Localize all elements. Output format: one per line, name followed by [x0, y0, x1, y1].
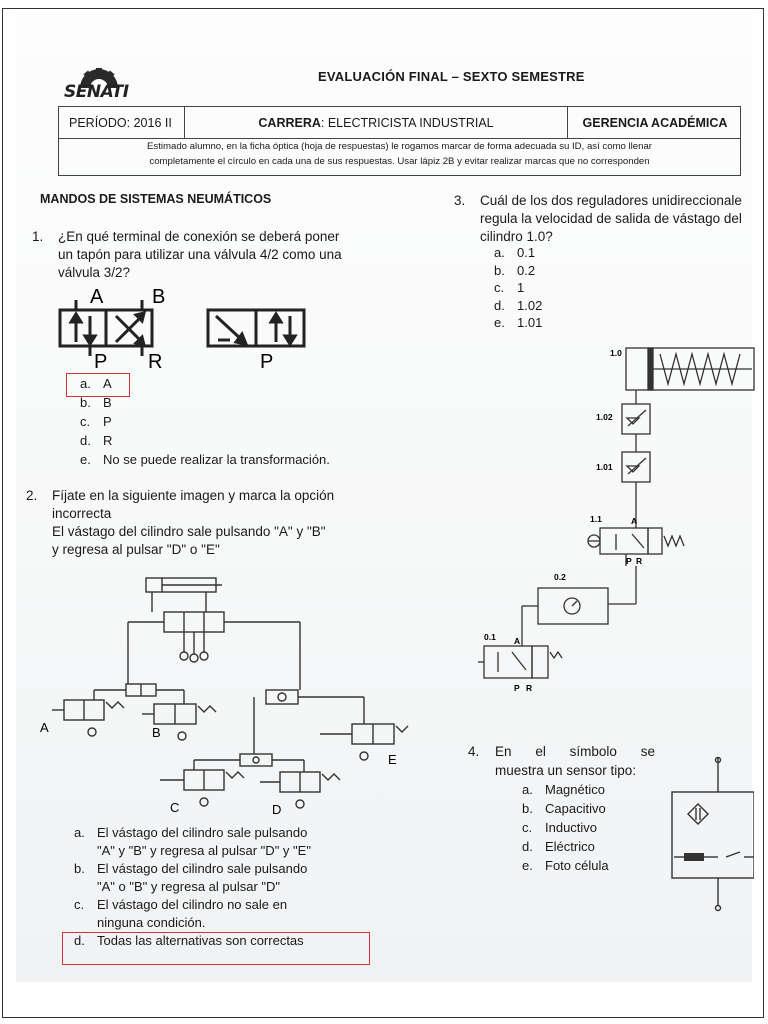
option-text: El vástago del cilindro sale pulsando [97, 825, 308, 840]
q3-option-c[interactable] [494, 279, 542, 297]
port-label-p: P [94, 351, 108, 372]
option-letter: d. [522, 839, 533, 854]
option-letter: d. [494, 297, 505, 313]
q2-line: El vástago del cilindro sale pulsando "A" y "B" [52, 524, 326, 539]
option-text: 0.2 [517, 262, 536, 278]
regulator-label: 1.01 [596, 462, 613, 472]
instructions-line: Estimado alumno, en la ficha óptica (hoja de respuestas) le rogamos marcar de forma adecuada su ID, así como llenar [147, 141, 652, 152]
port-label-p: P [626, 556, 632, 566]
q4-number: 4. [468, 744, 480, 759]
port-label-a: A [90, 286, 104, 308]
pneumatic-logic-circuit-diagram [34, 572, 414, 814]
q1-number: 1. [32, 229, 44, 244]
option-letter: e. [80, 452, 91, 467]
q1-line: válvula 3/2? [58, 265, 131, 280]
q4-option-e[interactable] [522, 856, 609, 875]
q4-word: En [495, 744, 512, 759]
option-text: R [103, 433, 113, 448]
port-label-b: B [152, 286, 166, 308]
valve-label: 1.1 [590, 514, 602, 524]
q2-line: y regresa al pulsar "D" o "E" [52, 542, 220, 557]
option-text: "A" o "B" y regresa al pulsar "D" [97, 879, 281, 894]
port-label-r: R [148, 351, 163, 372]
button-label-b: B [152, 725, 161, 740]
exam-title: EVALUACIÓN FINAL – SEXTO SEMESTRE [318, 69, 585, 84]
q4-options [522, 780, 609, 875]
option-text: Foto célula [545, 858, 609, 873]
q4-option-c[interactable] [522, 818, 609, 837]
header-table [58, 106, 741, 176]
option-text: El vástago del cilindro sale pulsando [97, 861, 308, 876]
q1-text [58, 228, 342, 282]
q2-option-b[interactable] [74, 860, 311, 896]
q3-option-e[interactable] [494, 314, 542, 332]
q1-line: un tapón para utilizar una válvula 4/2 como una [58, 247, 342, 262]
port-label-p: P [260, 351, 274, 372]
q4-word: se [640, 744, 655, 759]
q4-word: el [535, 744, 546, 759]
gerencia-cell: GERENCIA ACADÉMICA [582, 115, 728, 130]
option-text: 1.01 [517, 315, 543, 330]
option-text: B [103, 395, 112, 410]
option-letter: c. [80, 414, 91, 429]
q1-line: ¿En qué terminal de conexión se deberá poner [58, 229, 340, 244]
option-letter: a. [74, 825, 85, 840]
header-row [59, 107, 740, 139]
q4-option-d[interactable] [522, 837, 609, 856]
selected-answer-box [62, 932, 370, 965]
button-label-c: C [170, 800, 180, 814]
option-letter: e. [494, 315, 505, 330]
logic-valve-label: 0.2 [554, 572, 566, 582]
q4-word: símbolo [569, 744, 617, 759]
option-letter: e. [522, 858, 533, 873]
button-label-d: D [272, 802, 282, 814]
option-text: P [103, 414, 112, 429]
section-title: MANDOS DE SISTEMAS NEUMÁTICOS [40, 192, 272, 206]
option-text: Inductivo [545, 820, 598, 835]
q1-option-c[interactable] [80, 412, 330, 431]
option-text: No se puede realizar la transformación. [103, 452, 330, 467]
q4-text-line [495, 743, 655, 761]
q2-line: incorrecta [52, 506, 112, 521]
option-letter: c. [74, 897, 85, 912]
port-label-a: A [514, 636, 521, 646]
option-letter: a. [522, 782, 533, 797]
option-letter: d. [80, 433, 91, 448]
q3-option-b[interactable] [494, 262, 542, 280]
q4-option-a[interactable] [522, 780, 609, 799]
valve-label: 0.1 [484, 632, 496, 642]
option-letter: b. [522, 801, 533, 816]
q3-line: cilindro 1.0? [480, 229, 553, 244]
option-letter: a. [80, 376, 91, 391]
port-label-p: P [514, 683, 520, 693]
option-text: Eléctrico [545, 839, 595, 854]
q1-option-d[interactable] [80, 431, 330, 450]
port-label-r: R [526, 683, 533, 693]
q3-option-d[interactable] [494, 297, 542, 315]
q3-text [480, 192, 752, 246]
q3-line: regula la velocidad de salida de vástago del [480, 211, 742, 226]
option-text: Magnético [545, 782, 605, 797]
option-letter: c. [494, 280, 505, 295]
selected-answer-box [66, 373, 130, 397]
option-text: 0.1 [517, 245, 536, 260]
carrera-label: CARRERA [258, 115, 321, 130]
q2-line: Fíjate en la siguiente imagen y marca la opción [52, 488, 335, 503]
q2-option-a[interactable] [74, 824, 311, 860]
carrera-value: : ELECTRICISTA INDUSTRIAL [320, 115, 494, 130]
q2-text [52, 487, 334, 559]
option-text: A [103, 376, 112, 391]
carrera-cell [185, 107, 568, 138]
regulator-label: 1.02 [596, 412, 613, 422]
option-text: 1 [517, 280, 525, 295]
option-letter: b. [494, 262, 505, 278]
option-text: El vástago del cilindro no sale en [97, 897, 288, 912]
option-letter: c. [522, 820, 533, 835]
option-letter: b. [74, 861, 85, 876]
option-text: 1.02 [517, 297, 543, 313]
sensor-symbol-diagram [664, 756, 754, 912]
option-letter: b. [80, 395, 91, 410]
option-letter: a. [494, 245, 505, 260]
button-label-a: A [40, 720, 49, 735]
option-text: ninguna condición. [97, 915, 206, 930]
port-label-r: R [636, 556, 643, 566]
button-label-e: E [388, 752, 397, 767]
q3-number: 3. [454, 193, 466, 208]
cylinder-label: 1.0 [610, 348, 622, 358]
option-text: "A" y "B" y regresa al pulsar "D" y "E" [97, 843, 311, 858]
q1-option-e[interactable] [80, 450, 330, 469]
q3-option-a[interactable] [494, 244, 542, 262]
instructions-note [59, 139, 740, 169]
option-text: Capacitivo [545, 801, 606, 816]
cylinder-speed-control-diagram [476, 340, 756, 696]
q3-options [494, 244, 542, 332]
sensor-coil-icon [684, 853, 704, 861]
option-text: Todas las alternativas son correctas [97, 933, 304, 948]
q2-option-c[interactable] [74, 896, 311, 932]
q4-text-line: muestra un sensor tipo: [495, 763, 637, 778]
valve-4-2-to-3-2-diagram [54, 282, 316, 372]
logo-wordmark: SENATI [64, 82, 129, 102]
port-label-a: A [631, 516, 638, 526]
q3-line: Cuál de los dos reguladores unidireccionale [480, 193, 742, 208]
option-letter: d. [74, 933, 85, 948]
periodo-cell: PERÍODO: 2016 II [59, 107, 185, 138]
q4-option-b[interactable] [522, 799, 609, 818]
q2-number: 2. [26, 488, 38, 503]
instructions-line: completamente el círculo en cada una de sus respuestas. Usar lápiz 2B y evitar realizar marcas que no corresponden [149, 156, 650, 167]
